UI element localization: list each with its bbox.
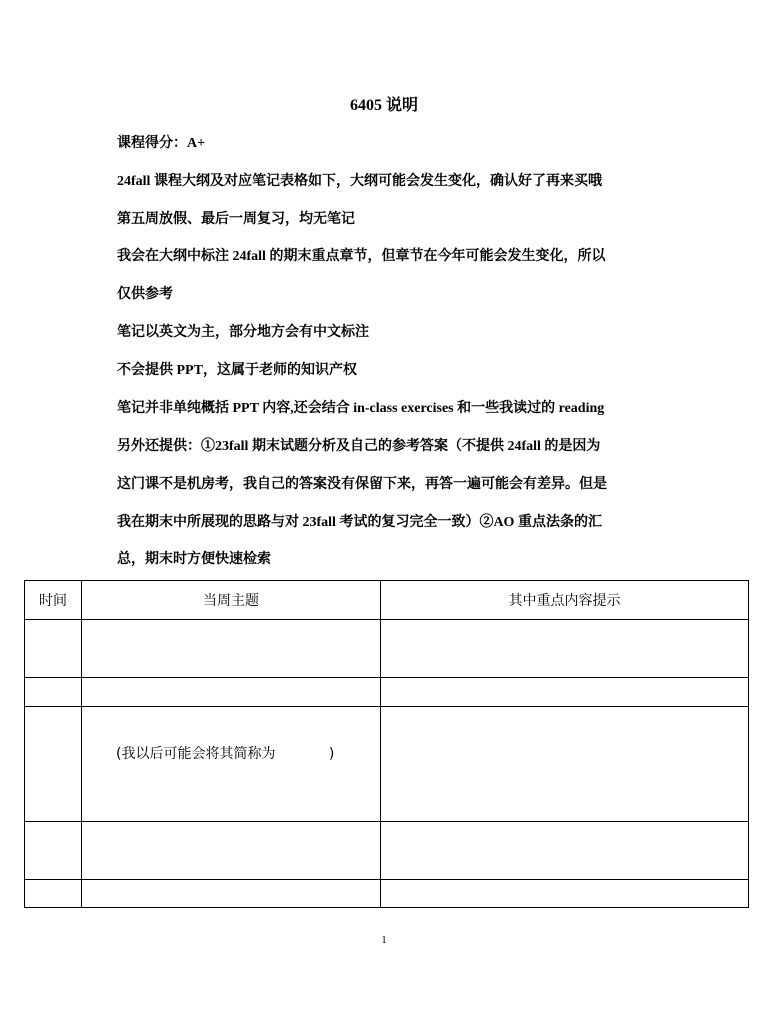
paragraph-language: 笔记以英文为主，部分地方会有中文标注	[117, 325, 369, 340]
table-row	[25, 678, 749, 707]
paragraph-extras: 另外还提供：①23fall 期末试题分析及自己的参考答案（不提供 24fall 的是因为	[117, 439, 601, 454]
paragraph-key-chapters-cont: 仅供参考	[117, 287, 173, 302]
table-cell	[381, 880, 749, 908]
paragraph-syllabus-intro: 24fall 课程大纲及对应笔记表格如下，大纲可能会发生变化，确认好了再来买哦	[117, 174, 602, 189]
table-cell	[82, 880, 381, 908]
table-cell	[381, 678, 749, 707]
page-title: 6405 说明	[349, 97, 418, 114]
abbreviation-note: (我以后可能会将其简称为 )	[116, 746, 335, 762]
paragraph-no-ppt: 不会提供 PPT，这属于老师的知识产权	[117, 363, 357, 378]
table-cell	[381, 822, 749, 880]
table-cell	[82, 707, 381, 822]
table-cell	[82, 822, 381, 880]
page-number: 1	[381, 934, 387, 946]
column-header-time: 时间	[25, 581, 82, 620]
table-row	[25, 707, 749, 822]
paragraph-notes-content: 笔记并非单纯概括 PPT 内容,还会结合 in-class exercises 和一些我读过的 reading	[117, 401, 605, 416]
syllabus-table	[24, 580, 749, 908]
table-row	[25, 822, 749, 880]
table-cell	[25, 620, 82, 678]
paragraph-course-grade: 课程得分：A+	[117, 136, 206, 151]
paragraph-key-chapters: 我会在大纲中标注 24fall 的期末重点章节，但章节在今年可能会发生变化，所以	[117, 249, 606, 264]
column-header-key-points: 其中重点内容提示	[381, 581, 749, 620]
paragraph-extras-cont-1: 这门课不是机房考，我自己的答案没有保留下来，再答一遍可能会有差异。但是	[117, 477, 607, 492]
column-header-weekly-topic: 当周主题	[82, 581, 381, 620]
table-cell	[82, 678, 381, 707]
paragraph-extras-cont-3: 总，期末时方便快速检索	[117, 552, 271, 567]
table-cell	[82, 620, 381, 678]
table-row	[25, 620, 749, 678]
table-cell	[381, 707, 749, 822]
paragraph-extras-cont-2: 我在期末中所展现的思路与对 23fall 考试的复习完全一致）②AO 重点法条的汇	[117, 515, 602, 530]
table-cell	[381, 620, 749, 678]
table-cell	[25, 822, 82, 880]
table-row	[25, 880, 749, 908]
table-header-row	[25, 581, 749, 620]
table-cell	[25, 707, 82, 822]
table-cell	[25, 880, 82, 908]
paragraph-no-notes-weeks: 第五周放假、最后一周复习，均无笔记	[117, 212, 355, 227]
table-cell	[25, 678, 82, 707]
